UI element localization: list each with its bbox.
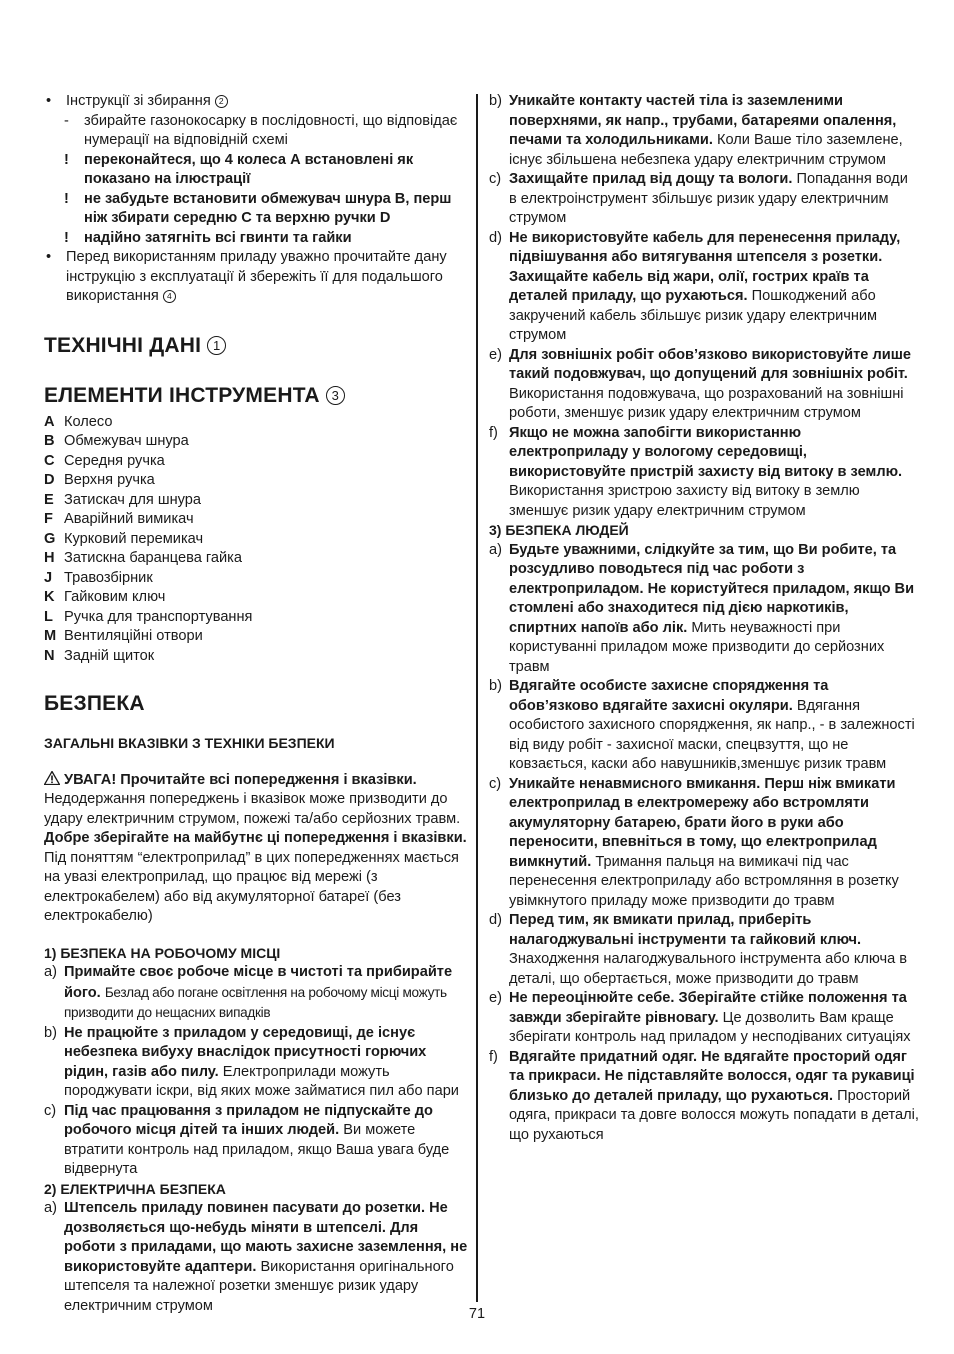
rule-text [509, 424, 919, 522]
rule-text [64, 1024, 472, 1102]
rule-letter: d) [489, 229, 502, 246]
rule-bold: Захищайте прилад від дощу та вологи. [509, 171, 793, 187]
rule-letter: b) [489, 93, 502, 109]
component-label: Верхня ручка [64, 472, 155, 488]
rule-explanation: Безлад або погане освітлення на робочому місці можуть призводити до нещасних випадків [64, 984, 447, 1020]
assembly-note-3 [44, 229, 472, 249]
component-item [44, 588, 472, 608]
personal-list [489, 541, 919, 1146]
rule-letter: c) [489, 775, 502, 792]
component-letter: E [44, 491, 54, 508]
component-letter: A [44, 413, 55, 430]
rule-explanation: Мить неуважності при користуванні приладом може призводити до серйозних травм [509, 619, 885, 675]
exclamation-icon: ! [64, 190, 69, 207]
rule-explanation: Знаходження налагоджувального інструмента або ключа в деталі, що обертається, може призводити до травм [509, 951, 908, 987]
warning-paragraph [44, 771, 472, 927]
rule-explanation: Просторий одяга, прикраси та довге волосся можуть попадати в деталі, що рухаються [509, 1087, 919, 1143]
rule-bold: Будьте уважними, слідкуйте за тим, що Ви робите, та розсудливо поводьтеся під час роботи з електроприладом. Не користуйтеся приладом, якщо Ви стомлені або знаходитеся під дією наркотиків, спиртних напоїв або лік. [509, 541, 915, 636]
work-area-heading: 1) БЕЗПЕКА НА РОБОЧОМУ МІСЦІ [44, 944, 281, 961]
component-label: Задній щиток [64, 647, 155, 664]
component-letter: M [44, 628, 57, 644]
safety-rule [44, 963, 472, 1024]
rule-letter: d) [489, 912, 502, 928]
rule-bold: Уникайте ненавмисного вмикання. Перш ніж вмикати електроприлад в електромережу або встромляти акумуляторну батарею, брати його в руки або переносити, впевніться в тому, що електроприлад вимкнутий. [509, 775, 896, 870]
electrical-list-left [44, 1199, 472, 1316]
rule-explanation: Тримання пальця на вимикачі під час перенесення електроприладу або встромляння в розетку увімкнутого приладу може призводити до травм [509, 853, 899, 909]
rule-explanation: Використання оригінального штепселя та належної розетки зменшує ризик удару електричним струмом [64, 1258, 454, 1314]
ref-2-icon: 2 [215, 95, 228, 108]
component-label: Гайковим ключ [64, 589, 166, 605]
rule-explanation: Використання подовжувача, що розрахований на зовнішні роботи, зменшує ризик удару електричним струмом [509, 385, 904, 421]
rule-letter: e) [489, 990, 502, 1006]
assembly-dash-1 [44, 112, 472, 151]
safety-rule [489, 92, 919, 170]
component-label: Колесо [64, 413, 113, 430]
safety-rule [489, 170, 919, 229]
left-column [44, 92, 472, 1316]
component-item [44, 510, 472, 530]
rule-letter: a) [44, 964, 57, 980]
rule-letter: b) [44, 1024, 57, 1041]
rule-letter: a) [489, 541, 502, 558]
component-label: Затискна баранцева гайка [64, 550, 242, 566]
safety-rule [489, 677, 919, 775]
rule-bold: Не працюйте з приладом у середовищі, де існує небезпека вибуху внаслідок присутності горючих рідин, газів або пилу. [64, 1024, 427, 1080]
general-safety-heading: ЗАГАЛЬНІ ВКАЗІВКИ З ТЕХНІКИ БЕЗПЕКИ [44, 735, 335, 751]
components-list [44, 413, 472, 667]
page-number: 71 [468, 1306, 486, 1322]
ref-3-icon: 3 [326, 386, 345, 405]
component-label: Аварійний вимикач [64, 511, 194, 527]
exclamation-icon: ! [64, 229, 69, 246]
rule-text [509, 170, 919, 229]
safety-rule [489, 775, 919, 912]
note-text: не забудьте встановити обмежувач шнура В, перш ніж збирати середню С та верхню ручки D [84, 190, 452, 226]
safety-rule [489, 1048, 919, 1146]
safety-heading: БЕЗПЕКА [44, 692, 145, 715]
assembly-note-2 [44, 190, 472, 229]
note-text: переконайтеся, що 4 колеса А встановлені як показано на ілюстрації [84, 151, 414, 187]
dash-mark: - [64, 112, 69, 129]
rule-text [509, 911, 919, 989]
heading-text: ЕЛЕМЕНТИ ІНСТРУМЕНТА [44, 383, 320, 407]
component-item [44, 491, 472, 511]
rule-bold: Примайте своє робоче місце в чистоті та прибирайте його. [64, 964, 453, 1001]
safety-rule [489, 424, 919, 522]
rule-letter: f) [489, 424, 498, 441]
safety-rule [489, 346, 919, 424]
assembly-note-1 [44, 151, 472, 190]
rule-text [509, 92, 919, 170]
rule-text [509, 677, 919, 775]
component-item [44, 647, 472, 667]
ref-1-icon: 1 [207, 336, 226, 355]
rule-explanation: Ви можете втратити контроль над приладом, якщо Ваша увага буде відвернута [64, 1122, 450, 1177]
component-item [44, 549, 472, 569]
component-letter: N [44, 647, 55, 664]
heading-text: ТЕХНІЧНІ ДАНІ [44, 333, 202, 357]
component-letter: K [44, 589, 55, 605]
component-item [44, 413, 472, 433]
component-letter: D [44, 472, 55, 488]
electrical-heading: 2) ЕЛЕКТРИЧНА БЕЗПЕКА [44, 1180, 226, 1197]
warning-text: Недодержання попереджень і вказівок може призводити до удару електричним струмом, пожежі та/або серйозних травм. [44, 791, 461, 827]
rule-bold: Не використовуйте кабель для перенесення приладу, підвішування або витягування штепселя з розетки. Захищайте кабель від жари, олії, гострих країв та деталей приладу, що рухаються. [509, 229, 901, 304]
component-item [44, 569, 472, 589]
rule-explanation: Використання зристрою захисту від витоку в землю зменшує ризик удару електричним струмом [509, 483, 860, 519]
component-item [44, 627, 472, 647]
elements-heading [44, 383, 472, 409]
rule-text [509, 989, 919, 1048]
component-item [44, 432, 472, 452]
component-letter: F [44, 511, 53, 527]
bullet-text: Інструкції зі збирання [66, 93, 211, 109]
rule-bold: Вдягайте придатний одяг. Не вдягайте просторий одяг та прикраси. Не підставляйте волосся, одяг та рукавиці близько до деталей приладу, що рухаються. [509, 1048, 915, 1104]
rule-bold: Перед тим, як вмикати прилад, приберіть налагоджувальні інструменти та гайковий ключ. [509, 912, 862, 948]
assembly-bullet-2 [44, 248, 472, 307]
safety-rule [489, 229, 919, 346]
component-item [44, 530, 472, 550]
component-letter: B [44, 433, 55, 449]
bullet-mark: • [46, 249, 52, 265]
rule-bold: Уникайте контакту частей тіла із заземленими поверхнями, як напр., трубами, батареями опалення, печами та холодильниками. [509, 93, 897, 148]
safety-rule [44, 1102, 472, 1180]
rule-bold: Не переоцінюйте себе. Зберігайте стійке положення та завжди зберігайте рівновагу. [509, 990, 907, 1026]
component-label: Обмежувач шнура [64, 433, 189, 449]
safety-rule [44, 1024, 472, 1102]
tech-data-heading [44, 333, 472, 359]
rule-text [509, 1048, 919, 1146]
warning-bold: УВАГА! Прочитайте всі попередження і вказівки. [64, 771, 417, 788]
component-label: Травозбірник [64, 569, 153, 586]
component-letter: C [44, 452, 55, 469]
column-divider [476, 94, 478, 1302]
bullet-text: Перед використанням приладу уважно прочитайте дану інструкцію з експлуатації й збережіть її для подальшого використання [66, 249, 447, 304]
rule-explanation: Попадання води в електроінструмент збільшує ризик удару електричним струмом [509, 171, 908, 226]
rule-explanation: Це дозволить Вам краще зберігати контроль над приладом у несподіваних ситуаціях [509, 1009, 911, 1045]
warning-bold-2: Добре зберігайте на майбутнє ці попередження і вказівки. [44, 830, 467, 846]
assembly-bullet-1 [44, 92, 472, 112]
rule-text [64, 963, 472, 1024]
safety-rule [44, 1199, 472, 1316]
component-label: Вентиляційні отвори [64, 628, 203, 644]
rule-explanation: Вдягання особистого захисного спорядження, як напр., - в залежності від виду робіт - захисної маски, спецвзуття, що не ковзається, каски або навушників,зменшує ризик травм [509, 697, 915, 772]
rule-letter: c) [489, 171, 502, 187]
rule-text [64, 1199, 472, 1316]
rule-bold: Вдягайте особисте захисне спорядження та обов’язково вдягайте захисні окуляри. [509, 678, 829, 714]
component-label: Ручка для транспортування [64, 608, 253, 625]
ref-4-icon: 4 [163, 290, 176, 303]
rule-explanation: Електроприлади можуть породжувати іскри, від яких може займатися пил або пари [64, 1063, 459, 1099]
work-area-list [44, 963, 472, 1180]
rule-text [64, 1102, 472, 1180]
rule-text [509, 229, 919, 346]
electrical-list-right [489, 92, 919, 521]
component-label: Середня ручка [64, 452, 165, 469]
rule-explanation: Коли Ваше тіло заземлене, існує збільшена небезпека удару електричним струмом [509, 132, 903, 168]
rule-letter: c) [44, 1102, 57, 1119]
safety-rule [489, 541, 919, 678]
bullet-mark: • [46, 93, 52, 109]
component-letter: G [44, 530, 56, 547]
component-item [44, 452, 472, 472]
component-letter: J [44, 569, 53, 586]
rule-bold: Для зовнішніх робіт обов’язково використовуйте лише такий подовжувач, що допущений для зовнішніх робіт. [509, 346, 911, 382]
rule-text [509, 775, 919, 912]
dash-text: збирайте газонокосарку в послідовності, що відповідає нумерації на відповідній схемі [84, 112, 458, 148]
rule-bold: Штепсель приладу повинен пасувати до розетки. Не дозволяється що-небудь міняти в штепселі. Для роботи з приладами, що мають захисне заземлення, не використовуйте адаптери. [64, 1200, 468, 1275]
note-text: надійно затягніть всі гвинти та гайки [84, 229, 352, 246]
warning-triangle-icon [44, 771, 60, 785]
component-item [44, 608, 472, 628]
rule-letter: b) [489, 678, 502, 694]
warning-text-2: Під поняттям “електроприлад” в цих попередженнях мається на увазі електроприлад, що працює від мережі (з електрокабелем) або від акумуляторної батареї (без електрокабелю) [44, 849, 459, 924]
rule-letter: e) [489, 346, 502, 363]
rule-text [509, 346, 919, 424]
component-item [44, 471, 472, 491]
safety-rule [489, 989, 919, 1048]
rule-letter: a) [44, 1200, 57, 1216]
personal-heading: 3) БЕЗПЕКА ЛЮДЕЙ [489, 522, 629, 538]
exclamation-icon: ! [64, 151, 69, 168]
rule-bold: Під час працювання з приладом не підпускайте до робочого місця дітей та інших людей. [64, 1102, 433, 1138]
component-letter: L [44, 608, 53, 625]
rule-text [509, 541, 919, 678]
safety-rule [489, 911, 919, 989]
right-column [489, 92, 919, 1145]
component-label: Затискач для шнура [64, 491, 202, 508]
component-label: Курковий перемикач [64, 530, 204, 547]
rule-bold: Якщо не можна запобігти використанню електроприладу у вологому середовищі, використовуйте пристрій захисту від витоку в землю. [509, 424, 903, 480]
rule-explanation: Пошкоджений або закручений кабель збільшує ризик удару електричним струмом [509, 288, 878, 343]
component-letter: H [44, 550, 55, 566]
rule-letter: f) [489, 1048, 498, 1065]
